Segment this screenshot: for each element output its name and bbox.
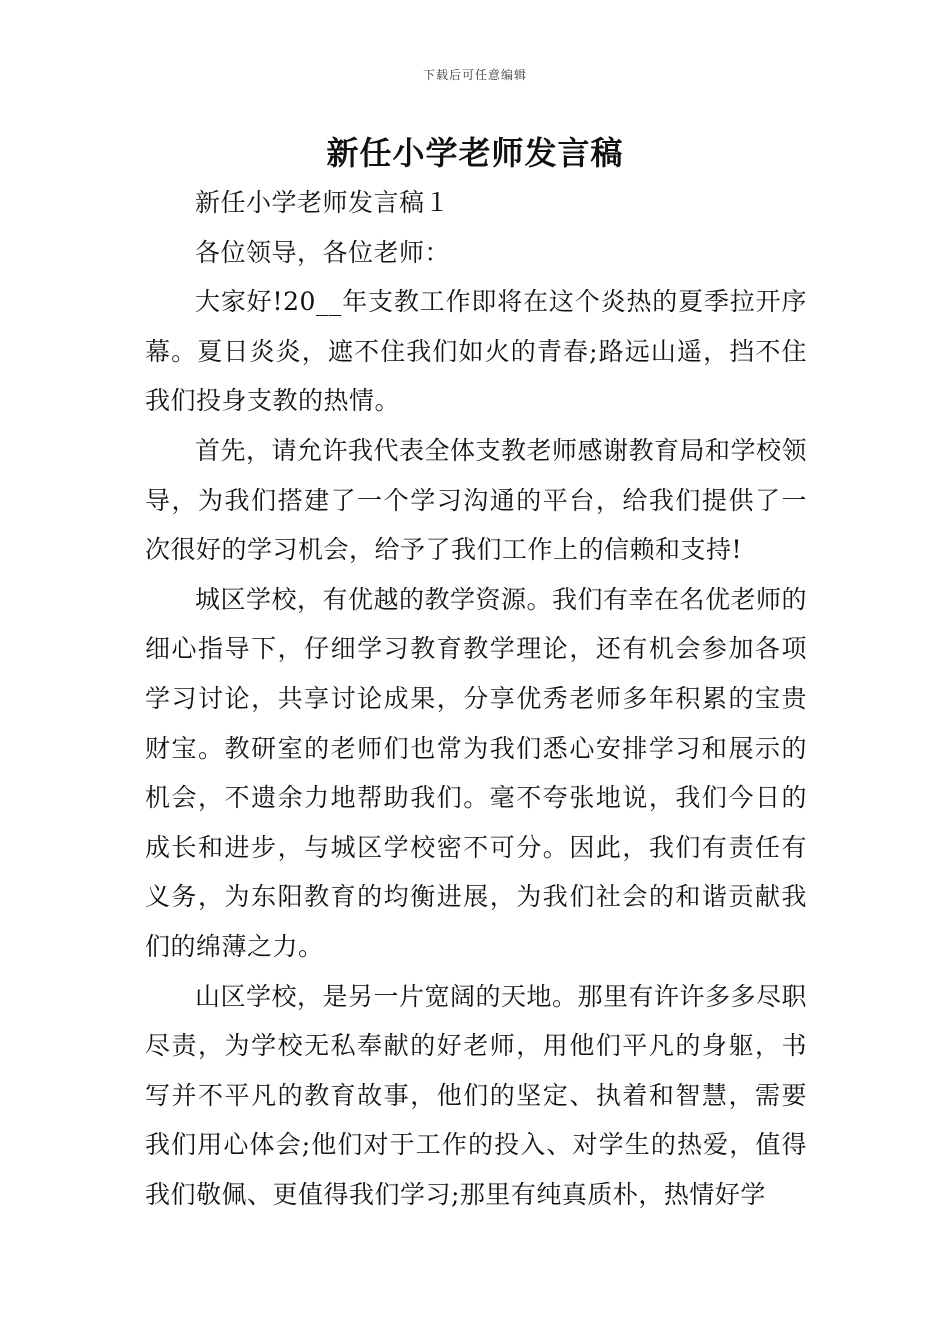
- header-note: 下载后可任意编辑: [422, 68, 527, 82]
- paragraph-1: 大家好!20__年支教工作即将在这个炎热的夏季拉开序幕。夏日炎炎，遮不住我们如火的青春;路远山遥，挡不住我们投身支教的热情。: [145, 287, 807, 416]
- paragraph-2: 首先，请允许我代表全体支教老师感谢教育局和学校领导，为我们搭建了一个学习沟通的平台，给我们提供了一次很好的学习机会，给予了我们工作上的信赖和支持!: [145, 435, 808, 565]
- document-title: 新任小学老师发言稿: [326, 134, 624, 172]
- document-body: [145, 178, 807, 1219]
- paragraph-3: 城区学校，有优越的教学资源。我们有幸在名优老师的细心指导下，仔细学习教育教学理论，还有机会参加各项学习讨论，共享讨论成果，分享优秀老师多年积累的宝贵财宝。教研室的老师们也常为我们悉心安排学习和展示的机会，不遗余力地帮助我们。毫不夸张地说，我们今日的成长和进步，与城区学校密不可分。因此，我们有责任有义务，为东阳教育的均衡进展，为我们社会的和谐贡献我们的绵薄之力。: [145, 584, 808, 961]
- salutation-line: 各位领导，各位老师：: [195, 237, 451, 267]
- subtitle-line: 新任小学老师发言稿１: [195, 188, 451, 217]
- paragraph-4: 山区学校，是另一片宽阔的天地。那里有许许多多尽职尽责，为学校无私奉献的好老师，用他们平凡的身躯，书写并不平凡的教育故事，他们的坚定、执着和智慧，需要我们用心体会;他们对于工作的投入、对学生的热爱，值得我们敬佩、更值得我们学习;那里有纯真质朴，热情好学: [145, 981, 808, 1209]
